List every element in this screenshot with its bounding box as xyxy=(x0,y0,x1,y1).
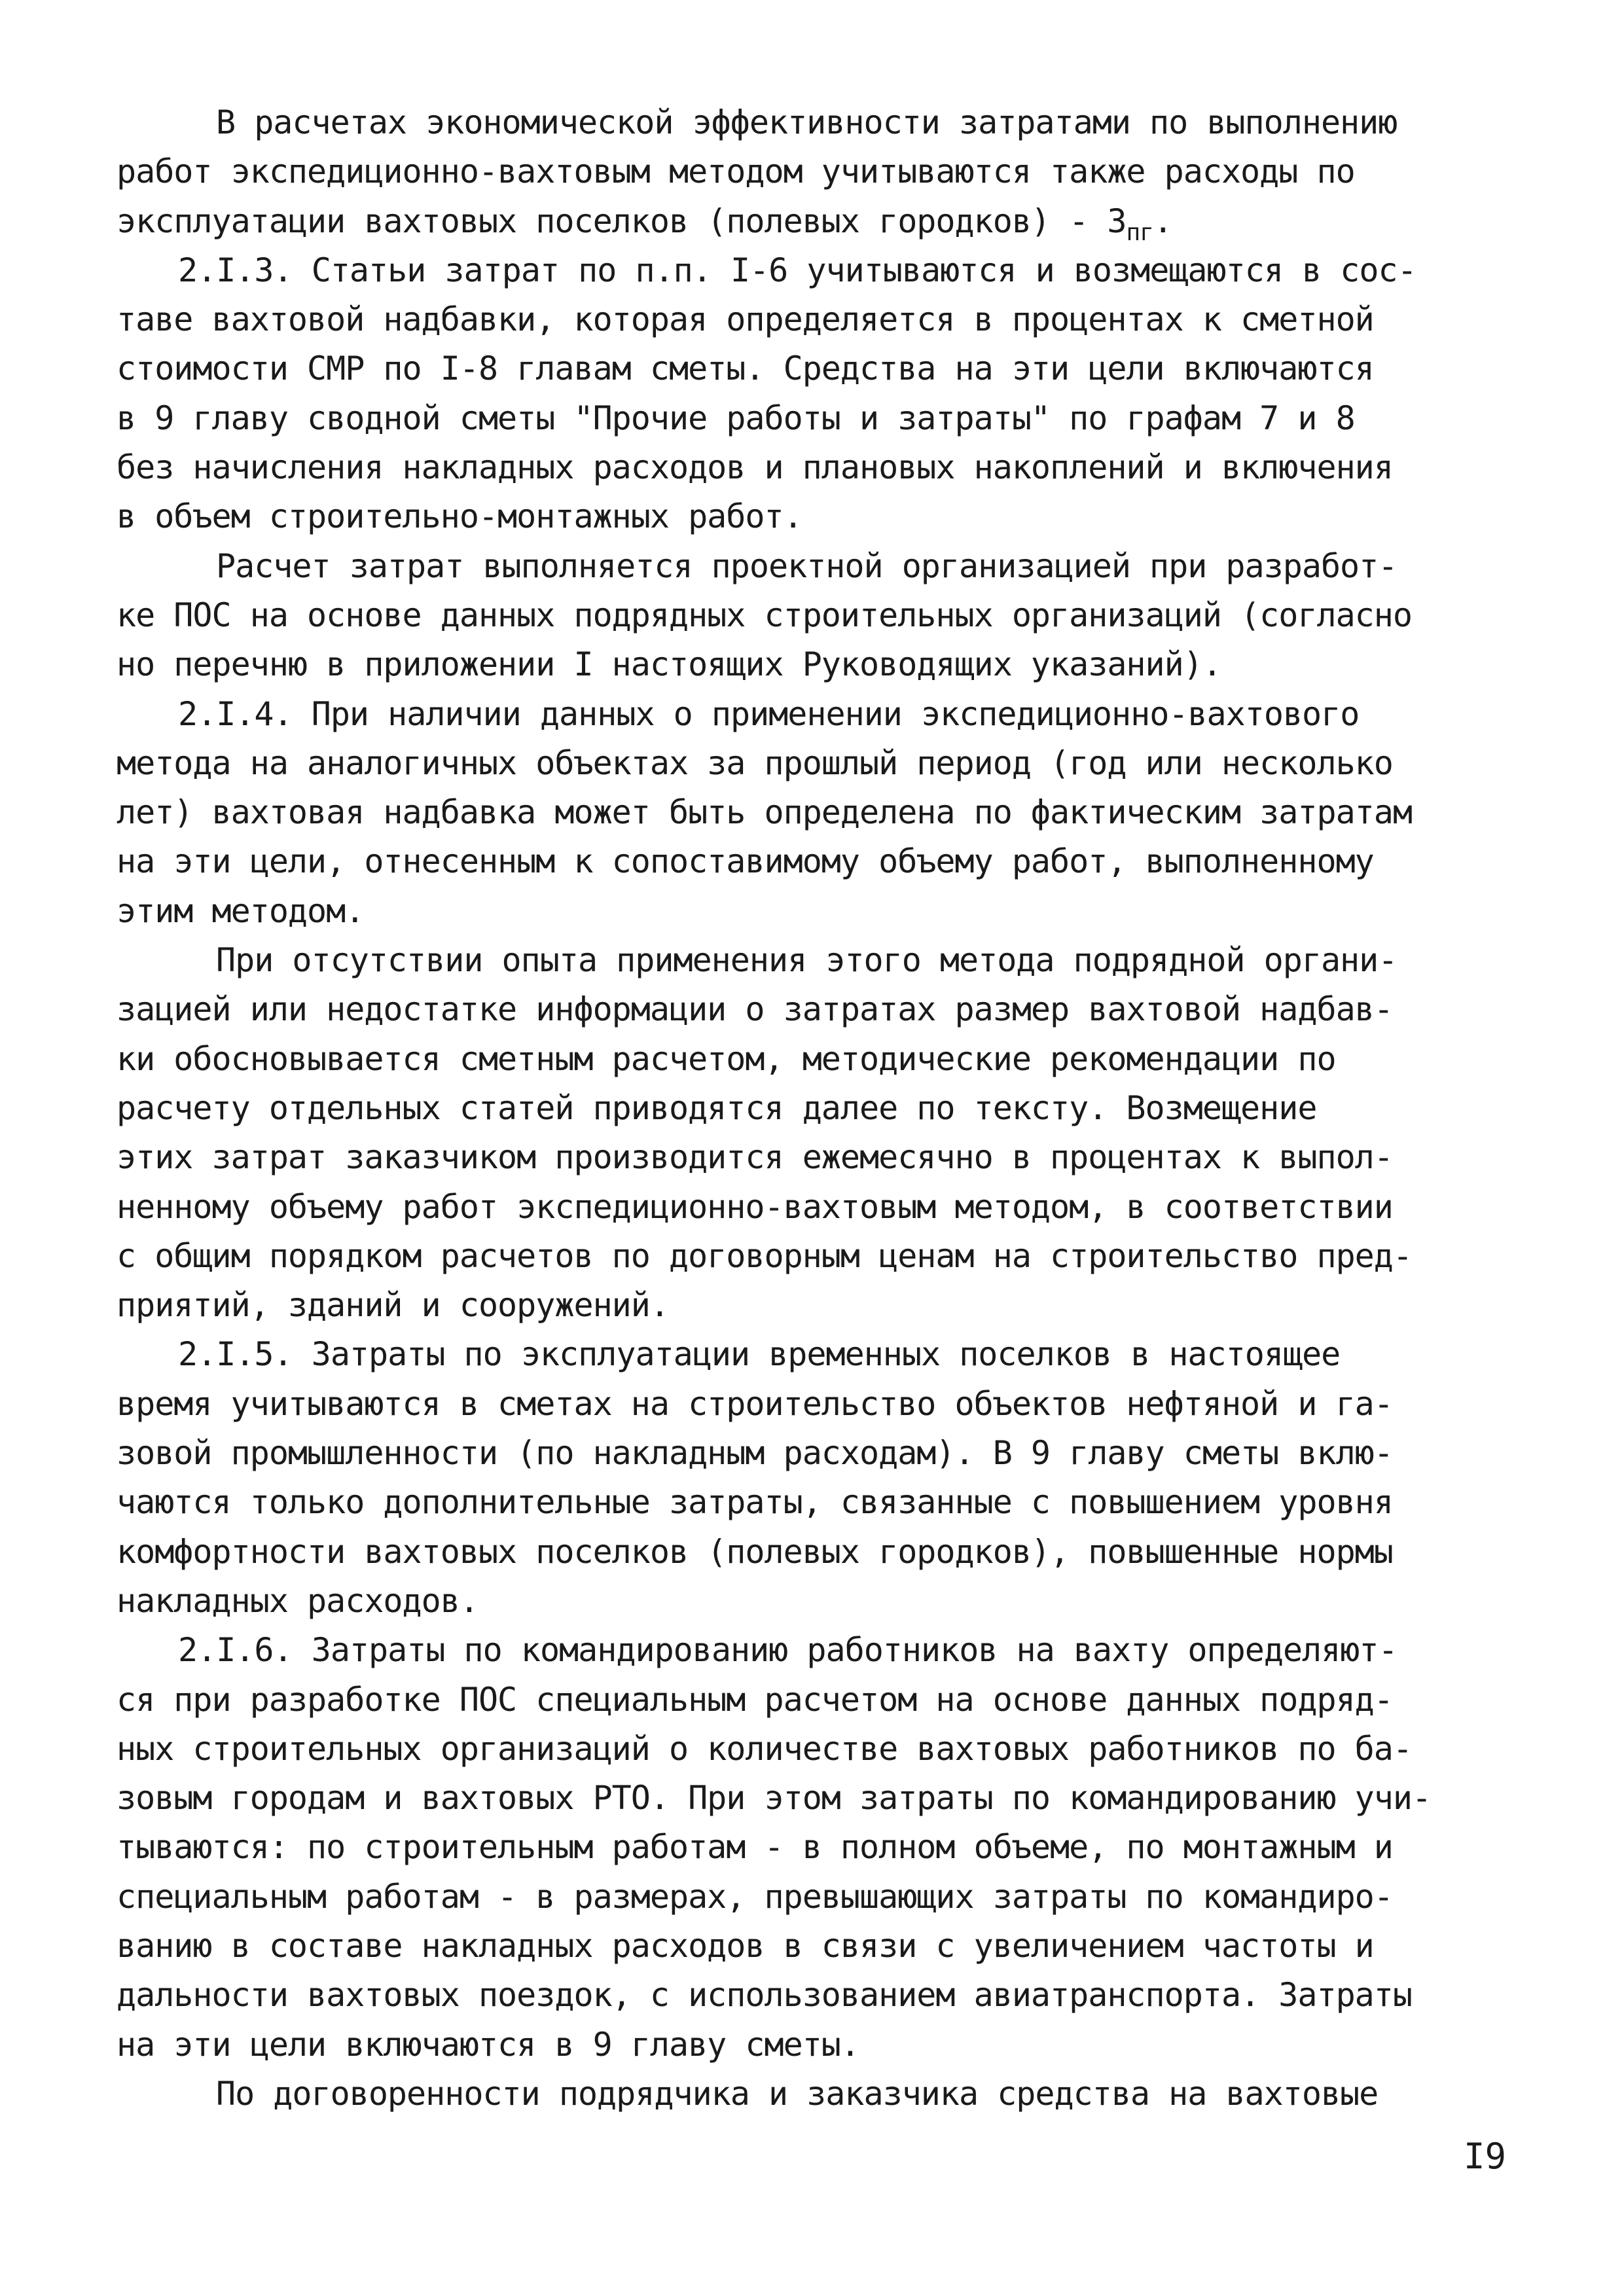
text-line xyxy=(117,1725,1517,1774)
line-text: В расчетах экономической эффективности затратами по выполнению xyxy=(216,103,1398,141)
text-line xyxy=(117,1873,1517,1922)
text-line xyxy=(117,1922,1517,1971)
text-line xyxy=(117,1478,1517,1527)
text-line xyxy=(117,2070,1517,2119)
text-line xyxy=(117,246,1517,295)
text-line xyxy=(117,492,1517,541)
text-line xyxy=(117,1035,1517,1084)
line-text: но перечню в приложении I настоящих Руководящих указаний). xyxy=(117,645,1221,684)
text-line xyxy=(117,739,1517,788)
line-text: расчету отдельных статей приводятся далее по тексту. Возмещение xyxy=(117,1088,1317,1127)
line-text: с общим порядком расчетов по договорным ценам на строительство пред- xyxy=(117,1236,1412,1275)
text-line xyxy=(117,1774,1517,1823)
line-text: таве вахтовой надбавки, которая определяется в процентах к сметной xyxy=(117,300,1374,339)
line-text: стоимости СМР по I-8 главам сметы. Средства на эти цели включаются xyxy=(117,350,1374,388)
text-line xyxy=(117,1577,1517,1626)
text-line xyxy=(117,98,1517,147)
line-text: ке ПОС на основе данных подрядных строительных организаций (согласно xyxy=(117,596,1412,634)
text-line xyxy=(117,295,1517,344)
text-line xyxy=(117,1676,1517,1725)
text-line xyxy=(117,197,1517,246)
line-text: без начисления накладных расходов и плановых накоплений и включения xyxy=(117,448,1393,487)
line-text: комфортности вахтовых поселков (полевых городков), повышенные нормы xyxy=(117,1532,1393,1571)
line-suffix: . xyxy=(1153,202,1172,240)
line-text: приятий, зданий и сооружений. xyxy=(117,1286,669,1325)
text-line xyxy=(117,344,1517,393)
text-line xyxy=(117,837,1517,886)
line-text: зовым городам и вахтовых РТО. При этом затраты по командированию учи- xyxy=(117,1779,1432,1818)
line-text: дальности вахтовых поездок, с использованием авиатранспорта. Затраты xyxy=(117,1976,1412,2015)
text-line xyxy=(117,443,1517,492)
subscript: пг xyxy=(1126,219,1153,246)
line-text: ся при разработке ПОС специальным расчетом на основе данных подряд- xyxy=(117,1680,1393,1719)
line-text: 2.I.3. Статьи затрат по п.п. I-6 учитываются и возмещаются в сос- xyxy=(178,251,1416,289)
text-line xyxy=(117,394,1517,443)
line-text: ки обосновывается сметным расчетом, методические рекомендации по xyxy=(117,1039,1336,1078)
line-text: на эти цели, отнесенным к сопоставимому объему работ, выполненному xyxy=(117,842,1374,881)
line-text: в объем строительно-монтажных работ. xyxy=(117,497,803,536)
page-number: I9 xyxy=(1463,2136,1506,2177)
line-text: Расчет затрат выполняется проектной организацией при разработ- xyxy=(216,547,1398,585)
line-text: специальным работам - в размерах, превышающих затраты по командиро- xyxy=(117,1877,1393,1916)
text-line xyxy=(117,1133,1517,1182)
line-text: время учитываются в сметах на строительство объектов нефтяной и га- xyxy=(117,1384,1393,1423)
text-line xyxy=(117,591,1517,640)
line-text: эксплуатации вахтовых поселков (полевых городков) - З xyxy=(117,202,1127,240)
text-line xyxy=(117,2020,1517,2070)
text-line xyxy=(117,542,1517,591)
line-text: зацией или недостатке информации о затратах размер вахтовой надбав- xyxy=(117,990,1393,1029)
line-text: 2.I.5. Затраты по эксплуатации временных поселков в настоящее xyxy=(178,1335,1341,1374)
text-line xyxy=(117,985,1517,1034)
text-line xyxy=(117,1084,1517,1133)
text-line xyxy=(117,1626,1517,1675)
text-line xyxy=(117,640,1517,689)
text-line xyxy=(117,788,1517,837)
line-text: чаются только дополнительные затраты, связанные с повышением уровня xyxy=(117,1483,1393,1522)
line-text: накладных расходов. xyxy=(117,1581,478,1620)
body-text xyxy=(117,98,1517,2119)
line-text: 2.I.4. При наличии данных о применении экспедиционно-вахтового xyxy=(178,694,1360,733)
text-line xyxy=(117,1281,1517,1330)
line-text: работ экспедиционно-вахтовым методом учитываются также расходы по xyxy=(117,152,1355,191)
text-line xyxy=(117,1232,1517,1281)
text-line xyxy=(117,1429,1517,1478)
line-text: на эти цели включаются в 9 главу сметы. xyxy=(117,2025,859,2064)
line-text: этих затрат заказчиком производится ежемесячно в процентах к выпол- xyxy=(117,1138,1393,1177)
line-text: При отсутствии опыта применения этого метода подрядной органи- xyxy=(216,941,1398,980)
text-line xyxy=(117,690,1517,739)
text-line xyxy=(117,1528,1517,1577)
line-text: 2.I.6. Затраты по командированию работников на вахту определяют- xyxy=(178,1631,1398,1670)
line-text: зовой промышленности (по накладным расходам). В 9 главу сметы вклю- xyxy=(117,1434,1393,1473)
text-line xyxy=(117,1823,1517,1872)
line-text: ванию в составе накладных расходов в связи с увеличением частоты и xyxy=(117,1926,1374,1965)
line-text: метода на аналогичных объектах за прошлый период (год или несколько xyxy=(117,744,1393,782)
text-line xyxy=(117,1330,1517,1379)
text-line xyxy=(117,1971,1517,2020)
line-text: тываются: по строительным работам - в полном объеме, по монтажным и xyxy=(117,1828,1393,1867)
line-text: этим методом. xyxy=(117,891,365,930)
line-text: ных строительных организаций о количестве вахтовых работников по ба- xyxy=(117,1729,1412,1768)
line-text: ненному объему работ экспедиционно-вахтовым методом, в соответствии xyxy=(117,1187,1393,1226)
text-line xyxy=(117,887,1517,936)
text-line xyxy=(117,1183,1517,1232)
line-text: в 9 главу сводной сметы "Прочие работы и затраты" по графам 7 и 8 xyxy=(117,399,1355,437)
text-line xyxy=(117,1380,1517,1429)
text-line xyxy=(117,147,1517,196)
line-text: По договоренности подрядчика и заказчика средства на вахтовые xyxy=(216,2074,1379,2113)
text-line xyxy=(117,936,1517,985)
line-text: лет) вахтовая надбавка может быть определена по фактическим затратам xyxy=(117,793,1412,832)
